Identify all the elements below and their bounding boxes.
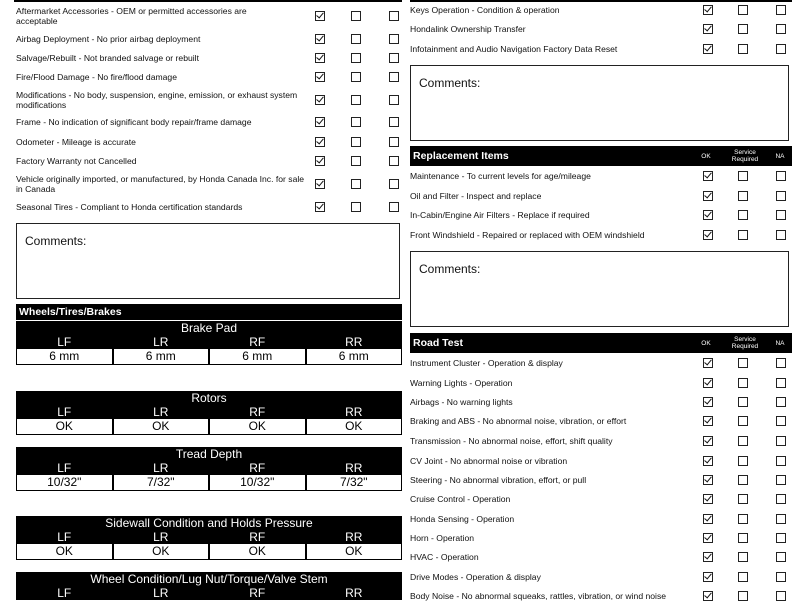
item-label: Factory Warranty not Cancelled <box>16 156 137 166</box>
item-label: Keys Operation - Condition & operation <box>410 5 560 15</box>
corner-lr: LR <box>153 586 169 600</box>
item-label: Infotainment and Audio Navigation Factory Data Reset <box>410 44 618 54</box>
na-column-header: NA <box>775 153 785 160</box>
tread-depth-values <box>16 475 402 491</box>
corner-rf: RF <box>249 335 266 349</box>
corner-rr: RR <box>345 335 363 349</box>
ok-checkbox[interactable] <box>703 5 713 15</box>
service-checkbox[interactable] <box>738 210 748 220</box>
ok-checkbox[interactable] <box>703 436 713 446</box>
item-label: In-Cabin/Engine Air Filters - Replace if required <box>410 210 590 220</box>
checklist-row <box>408 471 792 489</box>
item-label: Cruise Control - Operation <box>410 494 511 504</box>
rotors-block <box>16 391 402 435</box>
value-cell: 6 mm <box>210 349 305 364</box>
na-checkbox[interactable] <box>776 475 786 485</box>
ok-checkbox[interactable] <box>315 156 325 166</box>
item-label: Horn - Operation <box>410 533 475 543</box>
na-checkbox[interactable] <box>776 191 786 201</box>
ok-checkbox[interactable] <box>315 53 325 63</box>
ok-checkbox[interactable] <box>703 358 713 368</box>
brake-pad-block <box>16 321 402 365</box>
corner-lf: LF <box>57 461 72 475</box>
road-test-title: Road Test <box>413 337 463 349</box>
checklist-row <box>14 49 402 67</box>
na-checkbox[interactable] <box>389 137 399 147</box>
replacement-section-header <box>410 146 792 166</box>
na-checkbox[interactable] <box>389 117 399 127</box>
na-checkbox[interactable] <box>776 416 786 426</box>
item-label: Drive Modes - Operation & display <box>410 572 541 582</box>
ok-checkbox[interactable] <box>703 44 713 54</box>
service-checkbox[interactable] <box>738 475 748 485</box>
na-checkbox[interactable] <box>776 533 786 543</box>
sidewall-block <box>16 516 402 560</box>
comments-label: Comments: <box>419 262 481 276</box>
checklist-row <box>408 167 792 185</box>
na-checkbox[interactable] <box>389 95 399 105</box>
checklist-row <box>408 1 792 19</box>
checklist-row <box>14 68 402 86</box>
na-checkbox[interactable] <box>776 171 786 181</box>
comments-label: Comments: <box>25 234 87 248</box>
item-label: Honda Sensing - Operation <box>410 514 515 524</box>
corner-headers <box>16 335 402 349</box>
corner-rr: RR <box>345 586 363 600</box>
rotors-values <box>16 419 402 435</box>
service-checkbox[interactable] <box>738 358 748 368</box>
na-checkbox[interactable] <box>389 202 399 212</box>
na-checkbox[interactable] <box>776 494 786 504</box>
ok-checkbox[interactable] <box>315 202 325 212</box>
ok-checkbox[interactable] <box>703 191 713 201</box>
na-checkbox[interactable] <box>776 456 786 466</box>
sidewall-title: Sidewall Condition and Holds Pressure <box>105 516 313 530</box>
corner-rr: RR <box>345 461 363 475</box>
na-checkbox[interactable] <box>776 552 786 562</box>
ok-checkbox[interactable] <box>315 34 325 44</box>
checklist-row <box>408 490 792 508</box>
corner-rr: RR <box>345 530 363 544</box>
service-checkbox[interactable] <box>738 5 748 15</box>
checklist-row <box>408 374 792 392</box>
checklist-row <box>408 412 792 430</box>
ok-checkbox[interactable] <box>703 552 713 562</box>
checklist-row <box>408 510 792 528</box>
corner-rf: RF <box>249 586 266 600</box>
tread-depth-block <box>16 447 402 491</box>
checklist-row <box>408 587 792 605</box>
tread-depth-title: Tread Depth <box>175 447 243 461</box>
service-checkbox[interactable] <box>738 191 748 201</box>
service-checkbox[interactable] <box>738 494 748 504</box>
service-checkbox[interactable] <box>351 179 361 189</box>
value-cell: OK <box>210 544 305 559</box>
checklist-row <box>408 354 792 372</box>
ok-checkbox[interactable] <box>703 416 713 426</box>
checklist-row <box>408 40 792 58</box>
corner-lf: LF <box>57 586 72 600</box>
corner-rf: RF <box>249 461 266 475</box>
na-checkbox[interactable] <box>776 24 786 34</box>
service-checkbox[interactable] <box>351 137 361 147</box>
ok-checkbox[interactable] <box>703 514 713 524</box>
corner-lr: LR <box>153 405 169 419</box>
value-cell: OK <box>17 419 112 434</box>
value-cell: OK <box>114 419 209 434</box>
service-checkbox[interactable] <box>738 397 748 407</box>
service-column-header: Service Required <box>731 336 759 350</box>
corner-headers <box>16 405 402 419</box>
replacement-title: Replacement Items <box>413 150 509 162</box>
service-checkbox[interactable] <box>738 24 748 34</box>
na-checkbox[interactable] <box>389 72 399 82</box>
service-checkbox[interactable] <box>351 202 361 212</box>
ok-checkbox[interactable] <box>315 137 325 147</box>
na-column-header: NA <box>775 340 785 347</box>
comments-label: Comments: <box>419 76 481 90</box>
item-label: CV Joint - No abnormal noise or vibration <box>410 456 568 466</box>
checklist-row <box>408 226 792 244</box>
service-checkbox[interactable] <box>351 156 361 166</box>
corner-headers <box>16 586 402 600</box>
rotors-title: Rotors <box>191 391 227 405</box>
checklist-row <box>408 432 792 450</box>
wheels-title: Wheels/Tires/Brakes <box>19 306 122 318</box>
na-checkbox[interactable] <box>776 378 786 388</box>
checklist-row <box>14 198 402 216</box>
value-cell: 6 mm <box>17 349 112 364</box>
item-label: Airbags - No warning lights <box>410 397 513 407</box>
corner-lr: LR <box>153 461 169 475</box>
service-checkbox[interactable] <box>351 53 361 63</box>
comments-box[interactable] <box>16 223 400 299</box>
ok-checkbox[interactable] <box>315 179 325 189</box>
na-checkbox[interactable] <box>776 5 786 15</box>
ok-checkbox[interactable] <box>703 24 713 34</box>
service-column-header: Service Required <box>731 149 759 163</box>
value-cell: 10/32" <box>210 475 305 490</box>
ok-column-header: OK <box>701 153 711 160</box>
service-checkbox[interactable] <box>351 95 361 105</box>
item-label: Modifications - No body, suspension, engine, emission, or exhaust system modifications <box>16 90 298 110</box>
ok-column-header: OK <box>701 340 711 347</box>
top-rule <box>14 0 402 2</box>
item-label: Steering - No abnormal vibration, effort, or pull <box>410 475 587 485</box>
item-label: Fire/Flood Damage - No fire/flood damage <box>16 72 177 82</box>
wheel-condition-block <box>16 572 402 600</box>
ok-checkbox[interactable] <box>703 572 713 582</box>
checklist-row <box>408 206 792 224</box>
item-label: Body Noise - No abnormal squeaks, rattles, vibration, or wind noise <box>410 591 667 601</box>
wheel-condition-title: Wheel Condition/Lug Nut/Torque/Valve Stem <box>90 572 328 586</box>
ok-checkbox[interactable] <box>703 475 713 485</box>
checklist-row <box>408 548 792 566</box>
na-checkbox[interactable] <box>389 34 399 44</box>
service-checkbox[interactable] <box>351 117 361 127</box>
checklist-row <box>14 4 402 28</box>
road-test-section-header <box>410 333 792 353</box>
ok-checkbox[interactable] <box>703 230 713 240</box>
item-label: Frame - No indication of significant body repair/frame damage <box>16 117 252 127</box>
na-checkbox[interactable] <box>389 156 399 166</box>
corner-headers <box>16 461 402 475</box>
service-checkbox[interactable] <box>738 378 748 388</box>
ok-checkbox[interactable] <box>703 378 713 388</box>
corner-lf: LF <box>57 335 72 349</box>
comments-box[interactable] <box>410 251 789 327</box>
corner-rf: RF <box>249 530 266 544</box>
na-checkbox[interactable] <box>389 11 399 21</box>
ok-checkbox[interactable] <box>703 210 713 220</box>
value-cell: OK <box>210 419 305 434</box>
item-label: Vehicle originally imported, or manufactured, by Honda Canada Inc. for sale in Canada <box>16 174 305 194</box>
brake-pad-title: Brake Pad <box>180 321 238 335</box>
na-checkbox[interactable] <box>776 210 786 220</box>
service-checkbox[interactable] <box>738 436 748 446</box>
corner-rf: RF <box>249 405 266 419</box>
corner-lr: LR <box>153 530 169 544</box>
item-label: Maintenance - To current levels for age/mileage <box>410 171 591 181</box>
service-checkbox[interactable] <box>738 44 748 54</box>
value-cell: 6 mm <box>114 349 209 364</box>
na-checkbox[interactable] <box>389 179 399 189</box>
corner-lf: LF <box>57 405 72 419</box>
value-cell: OK <box>17 544 112 559</box>
item-label: Front Windshield - Repaired or replaced with OEM windshield <box>410 230 645 240</box>
checklist-row <box>408 20 792 38</box>
item-label: Salvage/Rebuilt - Not branded salvage or rebuilt <box>16 53 199 63</box>
checklist-row <box>408 568 792 586</box>
ok-checkbox[interactable] <box>315 117 325 127</box>
ok-checkbox[interactable] <box>315 11 325 21</box>
item-label: HVAC - Operation <box>410 552 479 562</box>
ok-checkbox[interactable] <box>703 456 713 466</box>
ok-checkbox[interactable] <box>703 494 713 504</box>
service-checkbox[interactable] <box>738 171 748 181</box>
item-label: Oil and Filter - Inspect and replace <box>410 191 542 201</box>
brake-pad-values <box>16 349 402 365</box>
corner-rr: RR <box>345 405 363 419</box>
service-checkbox[interactable] <box>738 572 748 582</box>
na-checkbox[interactable] <box>389 53 399 63</box>
item-label: Transmission - No abnormal noise, effort, shift quality <box>410 436 613 446</box>
checklist-row <box>14 30 402 48</box>
checklist-row <box>408 529 792 547</box>
checklist-row <box>408 393 792 411</box>
ok-checkbox[interactable] <box>703 533 713 543</box>
corner-lr: LR <box>153 335 169 349</box>
service-checkbox[interactable] <box>738 552 748 562</box>
na-checkbox[interactable] <box>776 358 786 368</box>
item-label: Instrument Cluster - Operation & display <box>410 358 563 368</box>
service-checkbox[interactable] <box>738 514 748 524</box>
ok-checkbox[interactable] <box>703 171 713 181</box>
value-cell: OK <box>307 544 402 559</box>
ok-checkbox[interactable] <box>315 72 325 82</box>
na-checkbox[interactable] <box>776 230 786 240</box>
checklist-row <box>14 172 402 196</box>
service-checkbox[interactable] <box>738 533 748 543</box>
value-cell: OK <box>307 419 402 434</box>
checklist-row <box>14 133 402 151</box>
item-label: Airbag Deployment - No prior airbag deployment <box>16 34 201 44</box>
item-label: Braking and ABS - No abnormal noise, vibration, or effort <box>410 416 627 426</box>
na-checkbox[interactable] <box>776 44 786 54</box>
na-checkbox[interactable] <box>776 572 786 582</box>
wheels-section-header <box>16 304 402 320</box>
value-cell: 6 mm <box>307 349 402 364</box>
item-label: Hondalink Ownership Transfer <box>410 24 526 34</box>
na-checkbox[interactable] <box>776 397 786 407</box>
service-checkbox[interactable] <box>351 11 361 21</box>
service-checkbox[interactable] <box>738 416 748 426</box>
checklist-row <box>408 187 792 205</box>
value-cell: 7/32" <box>307 475 402 490</box>
checklist-row <box>408 452 792 470</box>
item-label: Odometer - Mileage is accurate <box>16 137 136 147</box>
na-checkbox[interactable] <box>776 436 786 446</box>
item-label: Warning Lights - Operation <box>410 378 513 388</box>
corner-headers <box>16 530 402 544</box>
na-checkbox[interactable] <box>776 514 786 524</box>
sidewall-values <box>16 544 402 560</box>
value-cell: 10/32" <box>17 475 112 490</box>
comments-box[interactable] <box>410 65 789 141</box>
ok-checkbox[interactable] <box>703 397 713 407</box>
service-checkbox[interactable] <box>351 72 361 82</box>
service-checkbox[interactable] <box>738 230 748 240</box>
corner-lf: LF <box>57 530 72 544</box>
item-label: Seasonal Tires - Compliant to Honda certification standards <box>16 202 243 212</box>
checklist-row <box>14 113 402 131</box>
ok-checkbox[interactable] <box>315 95 325 105</box>
value-cell: OK <box>114 544 209 559</box>
value-cell: 7/32" <box>114 475 209 490</box>
service-checkbox[interactable] <box>738 456 748 466</box>
item-label: Aftermarket Accessories - OEM or permitted accessories are acceptable <box>16 6 247 26</box>
checklist-row <box>14 152 402 170</box>
checklist-row <box>14 88 402 112</box>
service-checkbox[interactable] <box>351 34 361 44</box>
